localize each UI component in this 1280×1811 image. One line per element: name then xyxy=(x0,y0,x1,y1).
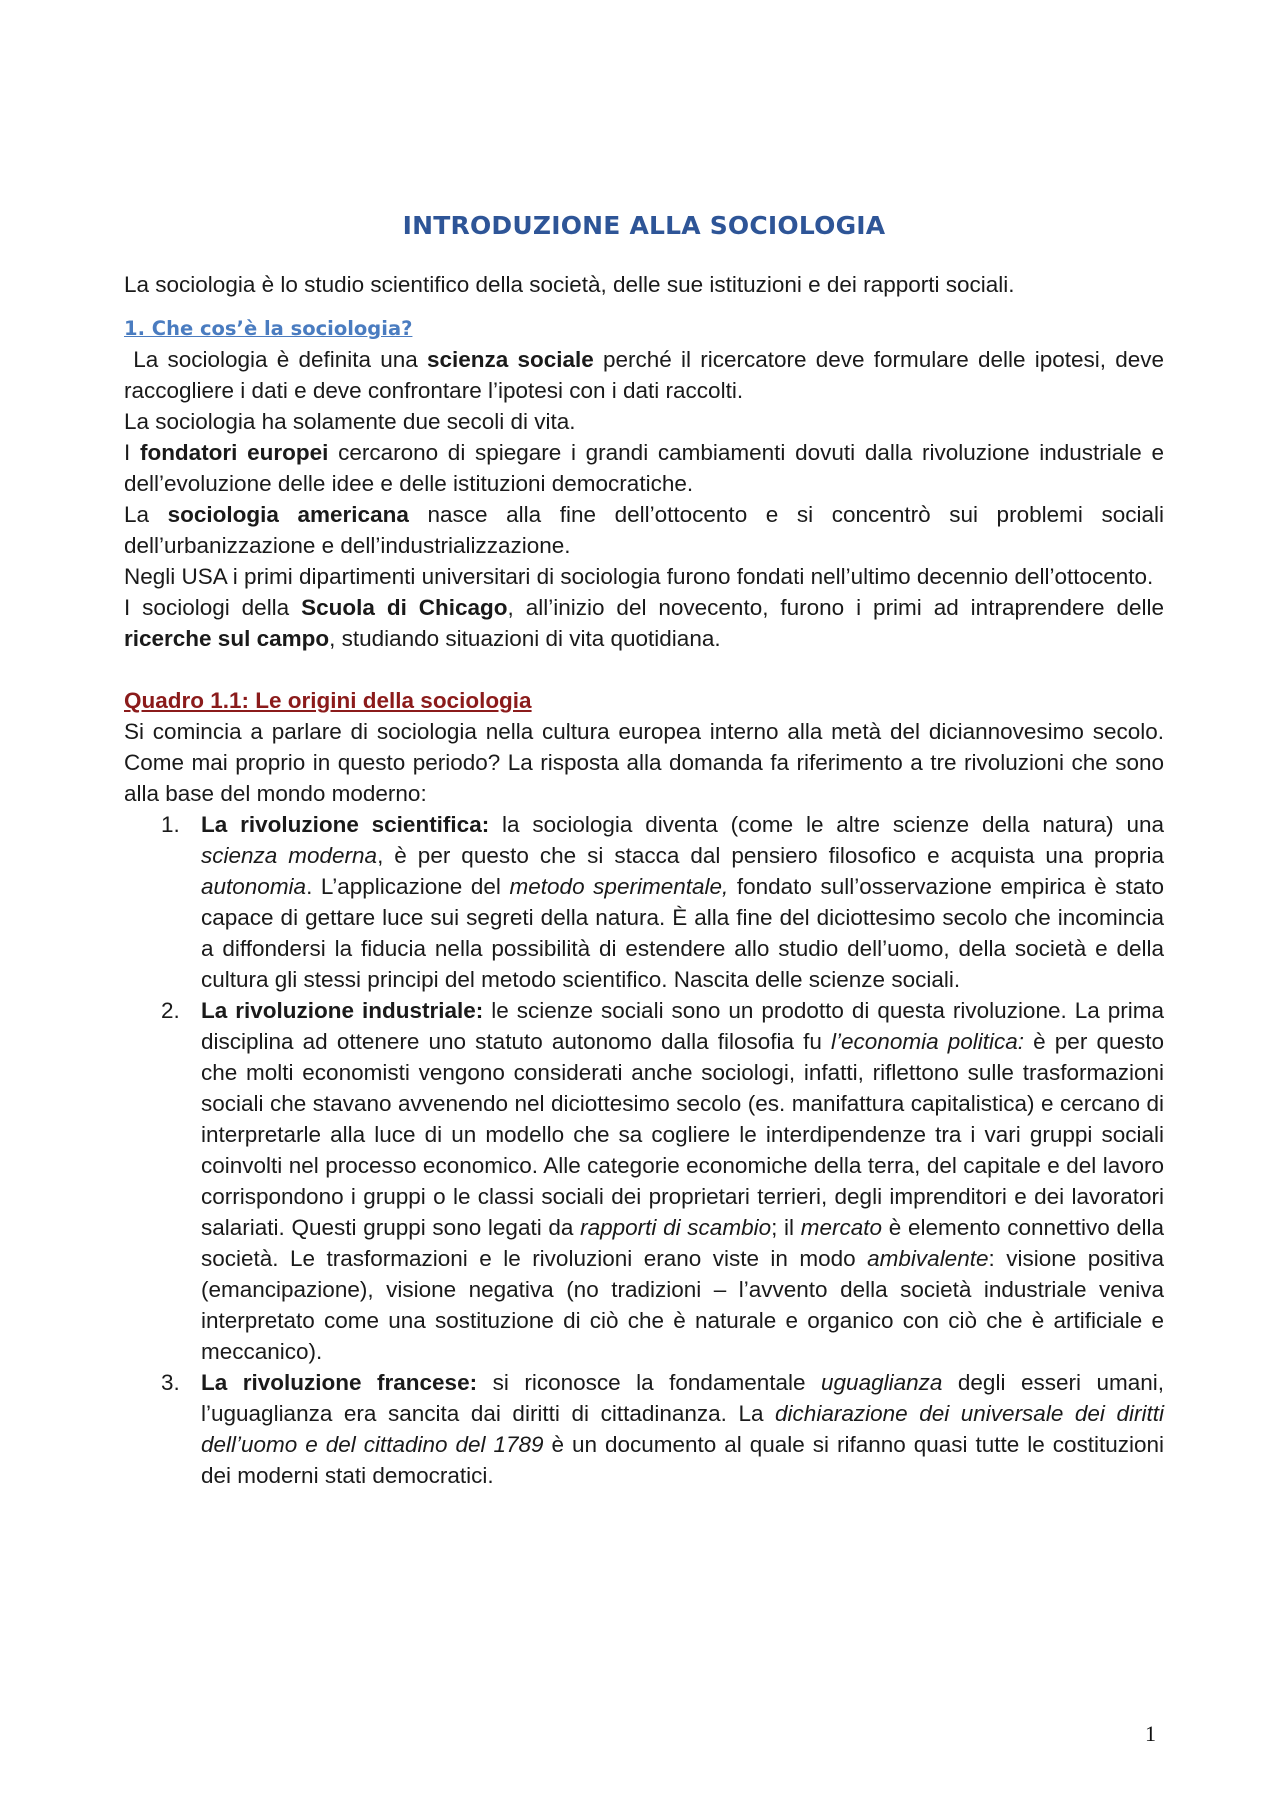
text: le scienze sociali sono un prodotto di questa rivoluzione. La prima disciplina ad ottenere uno statuto autonomo dalla filosofia fu xyxy=(201,998,1164,1054)
text: La sociologia è definita una xyxy=(133,347,418,372)
quadro-heading: Quadro 1.1: Le origini della sociologia xyxy=(124,688,532,713)
italic-term: uguaglianza xyxy=(821,1370,943,1395)
italic-term: metodo sperimentale, xyxy=(509,874,729,899)
paragraph-due-secoli: La sociologia ha solamente due secoli di vita. xyxy=(124,409,576,434)
quadro-intro: Si comincia a parlare di sociologia nella cultura europea interno alla metà del diciannovesimo secolo. Come mai proprio in questo periodo? La risposta alla domanda fa riferimento a tre rivoluzioni che sono alla base del mondo moderno: xyxy=(124,719,1164,806)
text: è un documento al quale si rifanno quasi tutte le costituzioni dei moderni stati democratici. xyxy=(201,1432,1164,1488)
bold-term: sociologia americana xyxy=(167,502,409,527)
text: I xyxy=(124,440,131,465)
document-title: INTRODUZIONE ALLA SOCIOLOGIA xyxy=(402,211,886,240)
text: si riconosce la fondamentale xyxy=(492,1370,806,1395)
italic-term: autonomia xyxy=(201,874,307,899)
text: è elemento connettivo della società. Le trasformazioni e le rivoluzioni erano viste in modo xyxy=(201,1215,1164,1271)
item-title: La rivoluzione industriale: xyxy=(201,998,484,1023)
text: . L’applicazione del xyxy=(306,874,501,899)
text: nasce alla fine dell’ottocento e si concentrò sui problemi sociali dell’urbanizzazione e dell’industrializzazione. xyxy=(124,502,1164,558)
italic-term: dichiarazione dei universale dei diritti dell’uomo e del cittadino del 1789 xyxy=(201,1401,1164,1457)
text: I sociologi della xyxy=(124,595,290,620)
bold-term: ricerche sul campo xyxy=(124,626,330,651)
text: cercarono di spiegare i grandi cambiamenti dovuti dalla rivoluzione industriale e dell’evoluzione delle idee e delle istituzioni democratiche. xyxy=(124,440,1165,496)
text: , è per questo che si stacca dal pensiero filosofico e acquista una propria xyxy=(377,843,1164,868)
text: La xyxy=(124,502,150,527)
list-number: 3. xyxy=(161,1370,180,1395)
list-number: 2. xyxy=(161,998,180,1023)
list-item xyxy=(124,995,1164,1367)
page-number: 1 xyxy=(1145,1721,1156,1746)
section-heading-1: 1. Che cos’è la sociologia? xyxy=(124,317,413,340)
item-title: La rivoluzione scientifica: xyxy=(201,812,490,837)
paragraph-scuola-chicago xyxy=(124,592,1164,654)
revolutions-list xyxy=(124,809,1164,1491)
text: fondato sull’osservazione empirica è stato capace di gettare luce sui segreti della natura. È alla fine del diciottesimo secolo che incomincia a diffondersi la fiducia nella possibilità di estendere allo studio dell’uomo, della società e della cultura gli stessi principi del metodo scientifico. Nascita delle scienze sociali. xyxy=(201,874,1164,992)
bold-term: Scuola di Chicago xyxy=(301,595,508,620)
paragraph-fondatori-europei xyxy=(124,437,1164,499)
list-item xyxy=(124,1367,1164,1491)
italic-term: scienza moderna xyxy=(201,843,378,868)
text: , all’inizio del novecento, furono i primi ad intraprendere delle xyxy=(507,595,1164,620)
bold-term: scienza sociale xyxy=(426,347,594,372)
page-content xyxy=(124,210,1164,1491)
bold-term: fondatori europei xyxy=(139,440,329,465)
intro-paragraph: La sociologia è lo studio scientifico della società, delle sue istituzioni e dei rapporti sociali. xyxy=(124,272,1015,297)
text: è per questo che molti economisti vengono considerati anche sociologi, infatti, riflettono sulle trasformazioni sociali che stavano avvenendo nel diciottesimo secolo (es. manifattura capitalistica) e cercano di interpretarle alla luce di un modello che sa cogliere le interdipendenze tra i vari gruppi sociali coinvolti nel processo economico. Alle categorie economiche della terra, del capitale e del lavoro corrispondono i gruppi o le classi sociali dei proprietari terrieri, degli imprenditori e dei lavoratori salariati. Questi gruppi sono legati da xyxy=(201,1029,1164,1240)
list-item xyxy=(124,809,1164,995)
text: ; il xyxy=(771,1215,795,1240)
italic-term: mercato xyxy=(800,1215,883,1240)
text: perché il ricercatore deve formulare delle ipotesi, deve raccogliere i dati e deve confrontare l’ipotesi con i dati raccolti. xyxy=(124,347,1164,403)
text: : visione positiva (emancipazione), visione negativa (no tradizioni – l’avvento della società industriale veniva interpretato come una sostituzione di ciò che è naturale e organico con ciò che è artificiale e meccanico). xyxy=(201,1246,1164,1364)
paragraph-usa: Negli USA i primi dipartimenti universitari di sociologia furono fondati nell’ultimo decennio dell’ottocento. xyxy=(124,564,1154,589)
list-number: 1. xyxy=(161,812,180,837)
text: la sociologia diventa (come le altre scienze della natura) una xyxy=(502,812,1164,837)
italic-term: ambivalente xyxy=(867,1246,989,1271)
text: , studiando situazioni di vita quotidiana. xyxy=(329,626,721,651)
paragraph-sociologia-americana xyxy=(124,499,1164,561)
item-title: La rivoluzione francese: xyxy=(201,1370,478,1395)
text: degli esseri umani, l’uguaglianza era sancita dai diritti di cittadinanza. La xyxy=(201,1370,1164,1426)
paragraph-scienza-sociale xyxy=(124,344,1164,406)
italic-term: l’economia politica: xyxy=(831,1029,1025,1054)
italic-term: rapporti di scambio xyxy=(580,1215,772,1240)
